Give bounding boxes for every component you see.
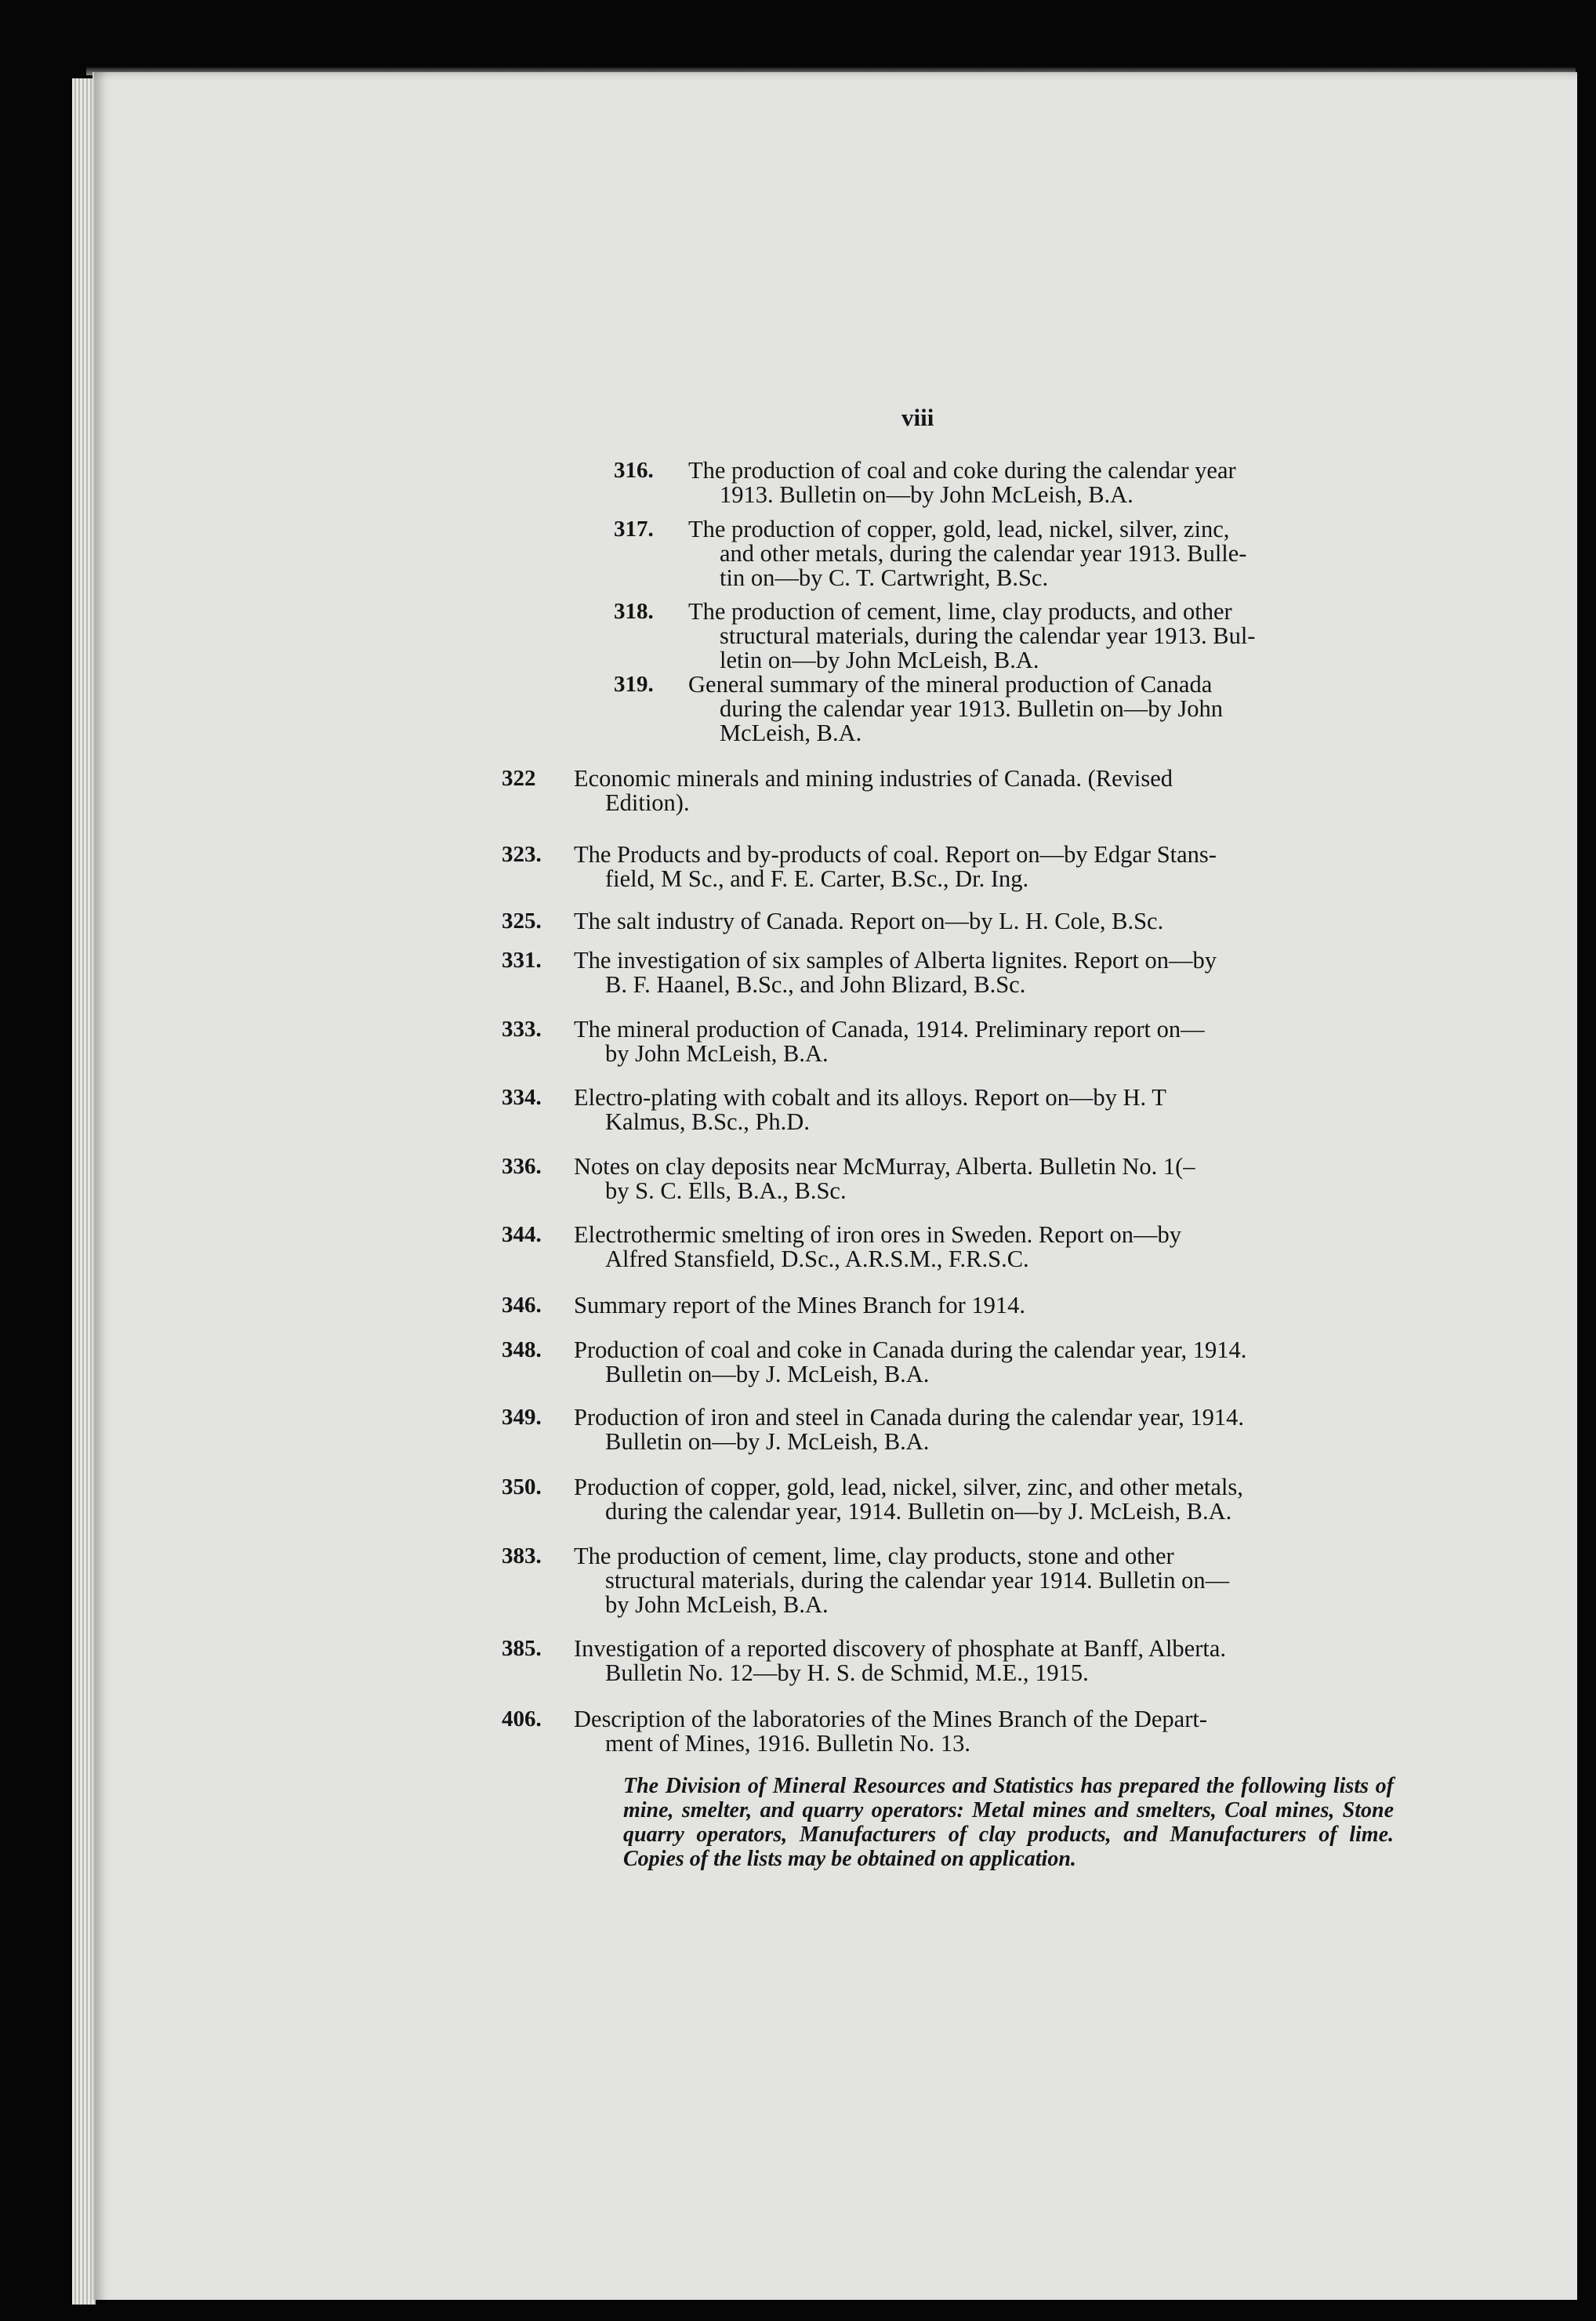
publication-title-line: Notes on clay deposits near McMurray, Alberta. Bulletin No. 1(– (574, 1153, 1195, 1180)
publication-title-continuation: Edition). (605, 789, 690, 816)
publication-number: 333. (502, 1017, 542, 1042)
publication-number: 350. (502, 1474, 542, 1500)
publication-title (574, 1155, 1389, 1203)
publication-title-line: The production of cement, lime, clay products, and other (688, 598, 1232, 625)
publication-title (574, 1223, 1389, 1271)
publication-number: 349. (502, 1405, 542, 1430)
publication-title-continuation: letin on—by John McLeish, B.A. (720, 647, 1039, 673)
publication-title (574, 1017, 1389, 1066)
publication-number: 336. (502, 1154, 542, 1179)
publication-number: 334. (502, 1085, 542, 1110)
publication-number: 344. (502, 1222, 542, 1247)
publication-title-line: Electro-plating with cobalt and its alloys. Report on—by H. T (574, 1084, 1166, 1111)
publication-title-continuation: and other metals, during the calendar year 1913. Bulle- (720, 540, 1247, 567)
publication-title-continuation: Alfred Stansfield, D.Sc., A.R.S.M., F.R.S.C. (605, 1246, 1029, 1272)
publication-title-line: Electrothermic smelting of iron ores in Sweden. Report on—by (574, 1221, 1182, 1248)
publication-title (574, 1338, 1389, 1387)
publication-title-line: General summary of the mineral production of Canada (688, 671, 1213, 698)
publication-title-continuation: by John McLeish, B.A. (605, 1040, 829, 1067)
publication-title-continuation: during the calendar year 1913. Bulletin on—by John (720, 695, 1224, 722)
publication-title (574, 1405, 1389, 1454)
publication-title (574, 1293, 1389, 1318)
publication-title-continuation: by S. C. Ells, B.A., B.Sc. (605, 1177, 847, 1204)
publication-number: 318. (614, 599, 654, 624)
publication-title-continuation: Bulletin on—by J. McLeish, B.A. (605, 1361, 930, 1387)
publication-title (574, 767, 1389, 815)
publication-number: 317. (614, 517, 654, 542)
publication-title (574, 1475, 1389, 1524)
publication-title (574, 1086, 1389, 1134)
publication-number: 331. (502, 948, 542, 973)
publication-title-continuation: B. F. Haanel, B.Sc., and John Blizard, B.Sc. (605, 971, 1026, 998)
publication-title-line: Production of iron and steel in Canada during the calendar year, 1914. (574, 1404, 1245, 1431)
publication-title-line: Economic minerals and mining industries of Canada. (Revised (574, 765, 1173, 792)
publication-number: 323. (502, 842, 542, 867)
publication-title-line: The mineral production of Canada, 1914. Preliminary report on— (574, 1016, 1205, 1043)
publication-title (574, 909, 1389, 934)
publication-number: 348. (502, 1337, 542, 1362)
publication-title (574, 1637, 1389, 1685)
publication-title-continuation: Bulletin on—by J. McLeish, B.A. (605, 1428, 930, 1455)
publication-title-line: The salt industry of Canada. Report on—by L. H. Cole, B.Sc. (574, 908, 1164, 934)
publication-title-line: The Products and by-products of coal. Report on—by Edgar Stans- (574, 841, 1217, 868)
publication-number: 383. (502, 1543, 542, 1568)
publication-title-continuation: tin on—by C. T. Cartwright, B.Sc. (720, 564, 1049, 591)
publication-title-line: Summary report of the Mines Branch for 1914. (574, 1292, 1025, 1318)
publication-title-continuation: structural materials, during the calendar year 1913. Bul- (720, 622, 1256, 649)
publication-title-continuation: Bulletin No. 12—by H. S. de Schmid, M.E., 1915. (605, 1659, 1089, 1686)
publication-number: 322 (502, 766, 536, 791)
publication-title-line: The production of cement, lime, clay products, stone and other (574, 1543, 1174, 1569)
publication-title (688, 673, 1382, 745)
publication-title-continuation: structural materials, during the calendar year 1914. Bulletin on— (605, 1567, 1230, 1594)
publication-number: 385. (502, 1636, 542, 1661)
publication-number: 319. (614, 672, 654, 697)
publication-title (688, 600, 1382, 673)
publication-title (688, 517, 1382, 590)
division-note: The Division of Mineral Resources and Statistics has prepared the following lists of mine, smelter, and quarry operators: Metal mines and smelters, Coal mines, Stone quarry operators, Manufacturers of clay products, and Manufacturers of lime. Copies of the lists may be obtained on application. (623, 1774, 1394, 1871)
publication-number: 316. (614, 458, 654, 483)
publication-number: 346. (502, 1293, 542, 1318)
publication-title-line: Production of copper, gold, lead, nickel, silver, zinc, and other metals, (574, 1474, 1243, 1500)
publication-number: 406. (502, 1706, 542, 1732)
publication-title-line: Description of the laboratories of the Mines Branch of the Depart- (574, 1706, 1207, 1732)
publication-title-continuation: during the calendar year, 1914. Bulletin on—by J. McLeish, B.A. (605, 1498, 1232, 1525)
publication-title-continuation: 1913. Bulletin on—by John McLeish, B.A. (720, 481, 1134, 508)
publication-title-continuation: Kalmus, B.Sc., Ph.D. (605, 1108, 810, 1135)
publication-title-line: The investigation of six samples of Alberta lignites. Report on—by (574, 947, 1217, 974)
publication-title (574, 1707, 1389, 1756)
publication-title-line: Production of coal and coke in Canada during the calendar year, 1914. (574, 1336, 1247, 1363)
publication-title-continuation: field, M Sc., and F. E. Carter, B.Sc., Dr. Ing. (605, 865, 1029, 892)
publication-title (688, 459, 1382, 507)
publication-number: 325. (502, 908, 542, 934)
publication-title (574, 843, 1389, 891)
publication-title-line: The production of copper, gold, lead, nickel, silver, zinc, (688, 516, 1230, 542)
page-number: viii (901, 404, 934, 431)
publication-title-line: Investigation of a reported discovery of phosphate at Banff, Alberta. (574, 1635, 1227, 1662)
publication-title (574, 948, 1389, 997)
publication-title (574, 1544, 1389, 1617)
publication-title-continuation: McLeish, B.A. (720, 720, 862, 746)
publication-title-line: The production of coal and coke during the calendar year (688, 457, 1236, 484)
publication-title-continuation: by John McLeish, B.A. (605, 1591, 829, 1618)
publication-title-continuation: ment of Mines, 1916. Bulletin No. 13. (605, 1730, 970, 1757)
